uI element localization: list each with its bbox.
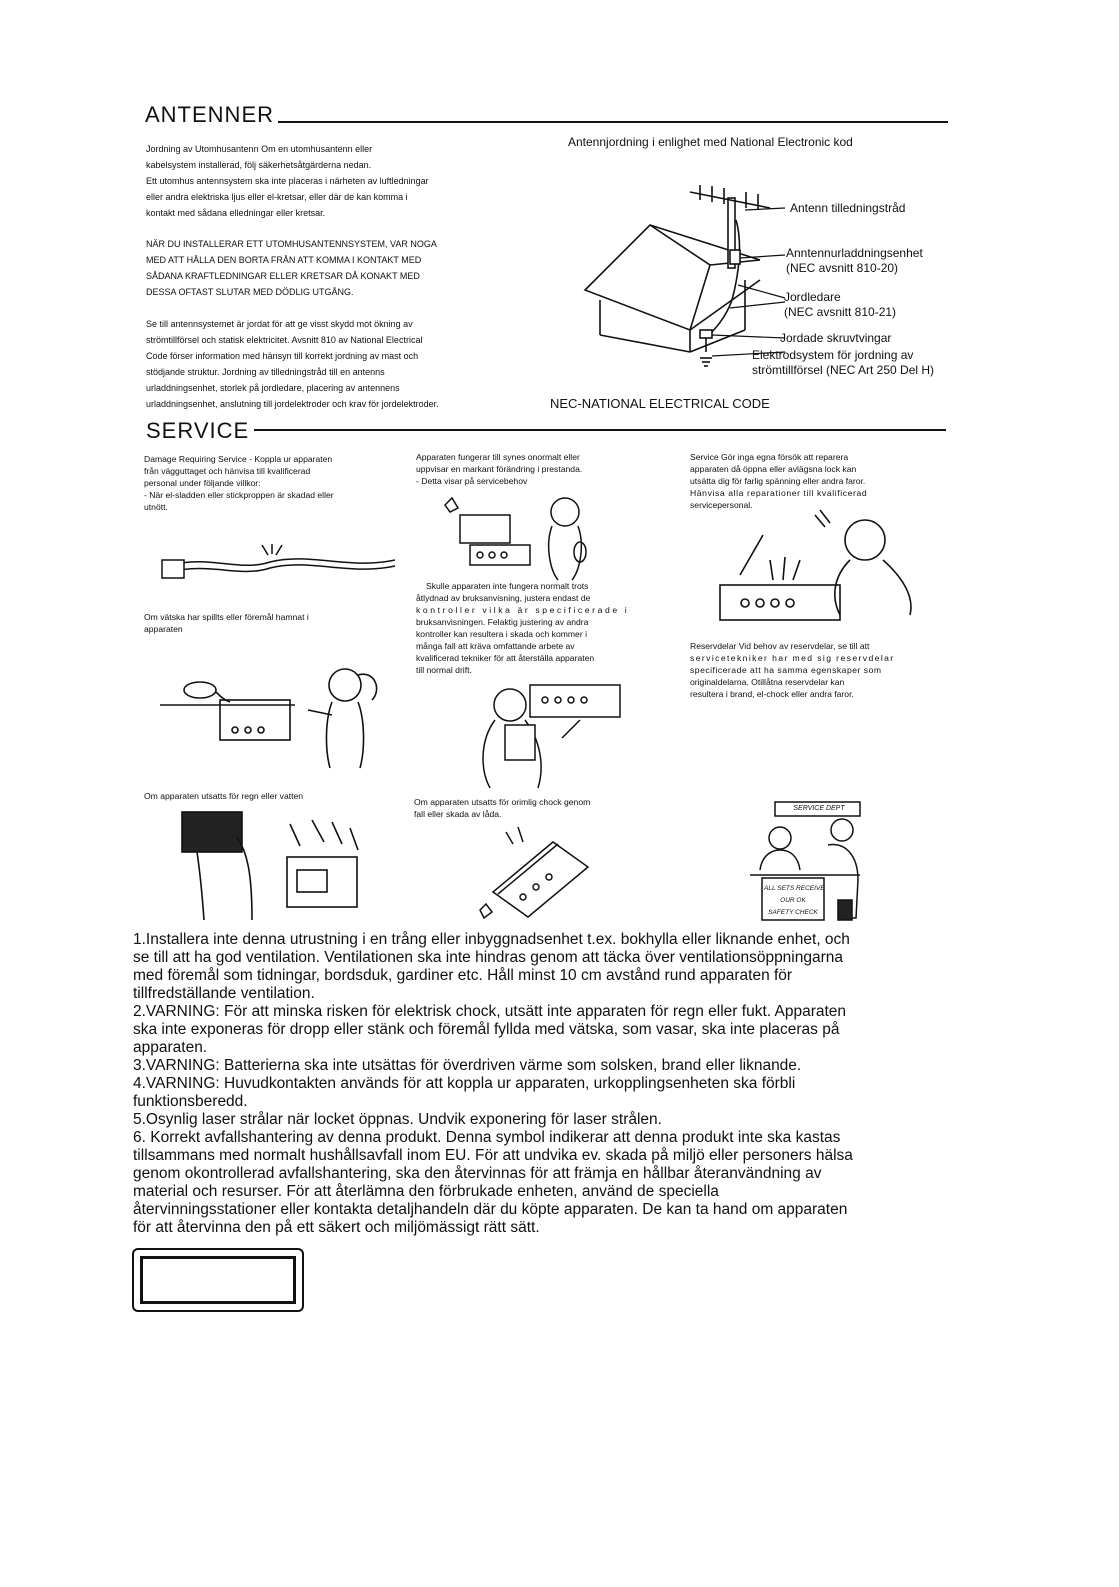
- note-line: apparaten.: [133, 1039, 208, 1056]
- note-line: material och resurser. För att återlämna den förbrukade enheten, använd de speciella: [133, 1183, 719, 1200]
- laser-label-inner: [140, 1256, 296, 1304]
- label-antenna-lead: Antenn tilledningstråd: [790, 201, 906, 215]
- diagram-caption: Antennjordning i enlighet med National Electronic kod: [568, 135, 853, 149]
- note-line: med föremål som tidningar, bordsduk, gardiner etc. Håll minst 10 cm avstånd rund apparaten för: [133, 967, 793, 984]
- antenner-paragraph-2: NÄR DU INSTALLERAR ETT UTOMHUSANTENNSYSTEM, VAR NOGA MED ATT HÅLLA DEN BORTA FRÅN ATT KOMMA I KONTAKT MED SÅDANA KRAFTLEDNINGAR ELLER KRETSAR DÅ KONAKT MED DESSA OFTAST SLUTAR MED DÖDLIG UTGÅNG.: [146, 239, 437, 297]
- service-col2-text-2: Skulle apparaten inte fungera normalt trots åtlydnad av bruksanvisning, justera endast de kontroller vilka är specificerade i bruksanvisningen. Felaktig justering av andra kontroller kan resultera i skada och kommer i många fall att kräva omfattande arbete av kvalificerad tekniker för att återställa apparaten till normal drift.: [416, 581, 630, 675]
- service-col3-text-2: Reservdelar Vid behov av reservdelar, se till att servicetekniker har med sig reservdelar specificerade att ha samma egenskaper som originaldelarna. Otillåtna reservdelar kan resultera i brand, el-chock eller andra faror.: [690, 641, 895, 699]
- service-dept-illustration: [750, 800, 865, 922]
- service-col1-text-2: Om vätska har spillts eller föremål hamnat i apparaten: [144, 612, 309, 634]
- liquid-spill-illustration: [160, 660, 390, 770]
- note-line: funktionsberedd.: [133, 1093, 248, 1110]
- note-line: ska inte exponeras för dropp eller stänk och föremål fyllda med vätska, som vasar, ska inte placeras på: [133, 1021, 840, 1038]
- note-line: se till att ha god ventilation. Ventilationen ska inte hindras genom att täcka över ventilationsöppningarna: [133, 949, 844, 966]
- antenner-paragraph-1: Jordning av Utomhusantenn Om en utomhusantenn eller kabelsystem installerad, följ säkerhetsåtgärderna nedan. Ett utomhus antennsystem ska inte placeras i närheten av luftledningar eller andra elektriska ljus eller el-kretsar, eller där de kan komma i kontakt med sådana elledningar eller kretsar.: [146, 144, 429, 218]
- damaged-cord-illustration: [160, 540, 400, 590]
- nec-footer: NEC-NATIONAL ELECTRICAL CODE: [550, 396, 770, 411]
- adjust-controls-illustration: [470, 680, 630, 790]
- laser-label-box: [132, 1248, 304, 1312]
- service-col1-text-3: Om apparaten utsatts för regn eller vatten: [144, 791, 304, 801]
- safety-check-card: ALL SETS RECEIVE OUR OK SAFETY CHECK: [764, 885, 825, 916]
- note-line: 6. Korrekt avfallshantering av denna produkt. Denna symbol indikerar att denna produkt inte ska kastas: [133, 1129, 841, 1146]
- label-ground-clamps: Jordade skruvtvingar: [780, 331, 892, 345]
- note-line: 5.Osynlig laser strålar när locket öppnas. Undvik exponering för laser strålen.: [133, 1111, 662, 1128]
- note-line: 1.Installera inte denna utrustning i en trång eller inbyggnadsenhet t.ex. bokhylla eller liknande enhet, och: [133, 931, 850, 948]
- antenner-rule: [278, 121, 948, 123]
- service-heading: SERVICE: [146, 418, 250, 443]
- label-discharge-unit: Anntennurladdningsenhet (NEC avsnitt 810-20): [786, 246, 923, 275]
- service-col2-text-3: Om apparaten utsatts för orimlig chock genom fall eller skada av låda.: [414, 797, 591, 819]
- note-line: 2.VARNING: För att minska risken för elektrisk chock, utsätt inte apparaten för regn eller fukt. Apparaten: [133, 1003, 847, 1020]
- label-ground-conductor: Jordledare (NEC avsnitt 810-21): [784, 290, 897, 319]
- service-dept-sign: SERVICE DEPT: [793, 805, 845, 812]
- service-col1-text-1: Damage Requiring Service - Koppla ur apparaten från vägguttaget och hänvisa till kvalificerad personal under följande villkor: - När el-sladden eller stickproppen är skadad eller utnött.: [144, 454, 334, 512]
- note-line: för att återvinna den på ett säkert och miljömässigt rätt sätt.: [133, 1219, 540, 1236]
- note-line: tillfredställande ventilation.: [133, 985, 315, 1002]
- note-line: 4.VARNING: Huvudkontakten används för att koppla ur apparaten, urkopplingsenheten ska förbli: [133, 1075, 796, 1092]
- safety-notes: [133, 931, 943, 1237]
- electric-shock-illustration: [715, 505, 925, 625]
- antenner-heading: ANTENNER: [145, 102, 275, 127]
- service-col2-text-1: Apparaten fungerar till synes onormalt eller uppvisar en markant förändring i prestanda. - Detta visar på servicebehov: [416, 452, 583, 486]
- note-line: genom okontrollerad avfallshantering, ska den återvinnas för att främja en hållbar återanvändning av: [133, 1165, 822, 1182]
- antenner-paragraph-3: Se till antennsystemet är jordat för att ge visst skydd mot ökning av strömtillförsel och statisk elektricitet. Avsnitt 810 av National Electrical Code förser information med hänsyn till korrekt jordning av mast och stödjande struktur. Jordning av tilledningstråd till en antenns urladdningsenhet, storlek på jordledare, placering av antennens urladdningsenhet, anslutning till jordelektroder och krav för jordelektroder.: [146, 319, 439, 409]
- service-rule: [254, 429, 946, 431]
- note-line: återvinningsstationer eller kontakta detaljhandeln där du köpte apparaten. De kan ta hand om apparaten: [133, 1201, 848, 1218]
- service-col3-text-1: Service Gör inga egna försök att reparera apparaten då öppna eller avlägsna lock kan utsätta dig för farlig spänning eller andra faror. Hänvisa alla reparationer till kvalificerad servicepersonal.: [690, 452, 868, 510]
- rain-exposure-illustration: [182, 812, 367, 920]
- note-line: tillsammans med normalt hushållsavfall inom EU. För att undvika ev. skada på miljö eller personers hälsa: [133, 1147, 853, 1164]
- abnormal-operation-illustration: [440, 490, 610, 580]
- dropped-apparatus-illustration: [478, 822, 598, 922]
- label-electrode-system: Elektrodsystem för jordning av strömtillförsel (NEC Art 250 Del H): [752, 348, 935, 377]
- note-line: 3.VARNING: Batterierna ska inte utsättas för överdriven värme som solsken, brand eller liknande.: [133, 1057, 802, 1074]
